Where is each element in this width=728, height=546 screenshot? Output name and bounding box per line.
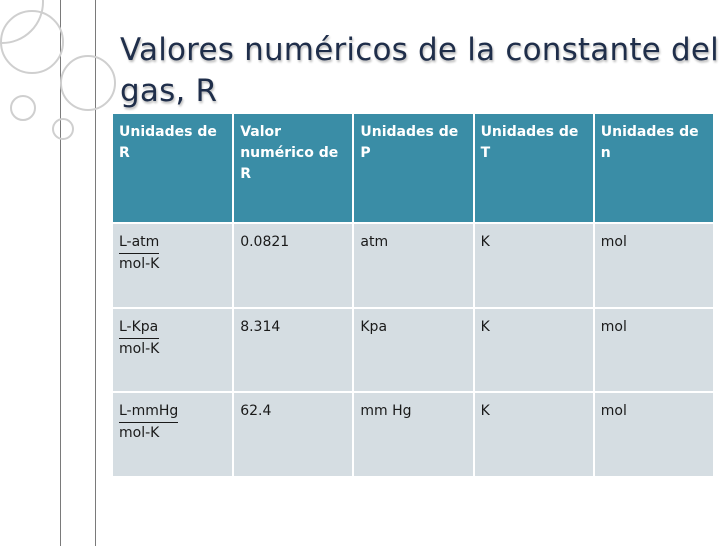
fraction-numerator: L-mmHg: [119, 401, 178, 423]
units-fraction: [119, 317, 159, 360]
value-cell: 0.0821: [233, 223, 353, 308]
units-n-cell: mol: [594, 392, 714, 477]
units-t-cell: K: [474, 392, 594, 477]
value-cell: 62.4: [233, 392, 353, 477]
fraction-denominator: mol-K: [119, 256, 160, 272]
decorative-circle: [60, 55, 116, 111]
units-n-cell: mol: [594, 308, 714, 393]
units-r-cell: [113, 223, 233, 308]
header-cell: Valor numérico de R: [233, 114, 353, 223]
units-t-cell: K: [474, 308, 594, 393]
units-fraction: [119, 401, 178, 444]
decorative-left-border: [0, 0, 110, 546]
units-p-cell: Kpa: [353, 308, 473, 393]
slide-title: Valores numéricos de la constante del gas, R: [120, 32, 719, 109]
header-cell: Unidades de P: [353, 114, 473, 223]
units-p-cell: mm Hg: [353, 392, 473, 477]
header-cell: Unidades de T: [474, 114, 594, 223]
fraction-numerator: L-atm: [119, 232, 159, 254]
table-header-row: [113, 114, 714, 223]
units-n-cell: mol: [594, 223, 714, 308]
fraction-numerator: L-Kpa: [119, 317, 159, 339]
fraction-denominator: mol-K: [119, 340, 160, 357]
table-row: [113, 308, 714, 393]
value-cell: 8.314: [233, 308, 353, 393]
header-cell: Unidades de n: [594, 114, 714, 223]
header-cell: Unidades de R: [113, 114, 233, 223]
decorative-circle: [52, 118, 74, 140]
table-row: [113, 223, 714, 308]
units-t-cell: K: [474, 223, 594, 308]
table-row: [113, 392, 714, 477]
units-r-cell: [113, 392, 233, 477]
decorative-circle: [10, 95, 36, 121]
units-fraction: [119, 232, 159, 275]
units-r-cell: [113, 308, 233, 393]
decorative-circle: [0, 10, 64, 74]
gas-constant-table: [113, 114, 715, 478]
units-p-cell: atm: [353, 223, 473, 308]
fraction-denominator: mol-K: [119, 425, 160, 442]
